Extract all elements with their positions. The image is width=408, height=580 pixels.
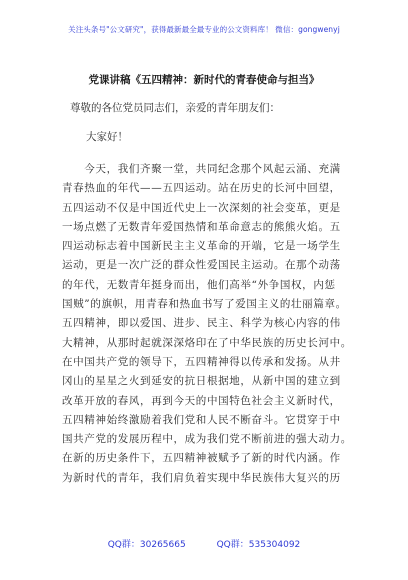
body-line: 今天，我们齐聚一堂，共同纪念那个风起云涌、充满 — [62, 163, 341, 175]
body-line: 四运动标志着中国新民主主义革命的开端，它是一场学生 — [62, 240, 341, 253]
body-line: 五四精神，即以爱国、进步、民主、科学为核心内容的伟 — [62, 317, 341, 330]
body-line: 运动，更是一次广泛的群众性爱国民主运动。在那个动荡 — [62, 259, 341, 272]
qq-group-1: QQ群：30265665 — [107, 540, 186, 550]
qq-group-2: QQ群：535304092 — [216, 540, 301, 550]
body-line: 五四运动不仅是中国近代史上一次深刻的社会变革，更是 — [62, 201, 341, 214]
greeting: 大家好！ — [86, 131, 128, 143]
body-line: 国共产党的发展历程中，成为我们党不断前进的强大动力。 — [62, 433, 352, 446]
body-paragraph — [62, 160, 352, 488]
body-line: 为新时代的青年，我们肩负着实现中华民族伟大复兴的历 — [62, 471, 341, 484]
salutation: 尊敬的各位党员同志们，亲爱的青年朋友们： — [70, 102, 280, 114]
body-line: 大精神，从那时起就深深烙印在了中华民族的历史长河中。 — [62, 336, 352, 349]
footer-contacts — [0, 537, 408, 550]
body-line: 的年代，无数青年挺身而出，他们高举“外争国权，内惩 — [62, 278, 336, 291]
body-line: 在中国共产党的领导下，五四精神得以传承和发扬。从井 — [62, 355, 341, 368]
body-line: 在新的历史条件下，五四精神被赋予了新的时代内涵。作 — [62, 452, 341, 465]
body-line: 青春热血的年代——五四运动。站在历史的长河中回望， — [62, 182, 341, 195]
body-line: 一场点燃了无数青年爱国热情和革命意志的熊熊火焰。五 — [62, 220, 341, 233]
body-line: 改革开放的春风，再到今天的中国特色社会主义新时代， — [62, 394, 341, 407]
body-line: 五四精神始终激励着我们党和人民不断奋斗。它贯穿于中 — [62, 413, 341, 426]
body-line: 国贼”的旗帜，用青春和热血书写了爱国主义的壮丽篇章。 — [62, 298, 347, 311]
body-line: 冈山的星星之火到延安的抗日根据地，从新中国的建立到 — [62, 375, 341, 388]
promo-banner: 关注头条号"公文研究"，获得最新最全最专业的公文资料库！ 微信：gongwenyj — [68, 25, 340, 34]
document-title: 党课讲稿《五四精神：新时代的青春使命与担当》 — [88, 74, 320, 86]
